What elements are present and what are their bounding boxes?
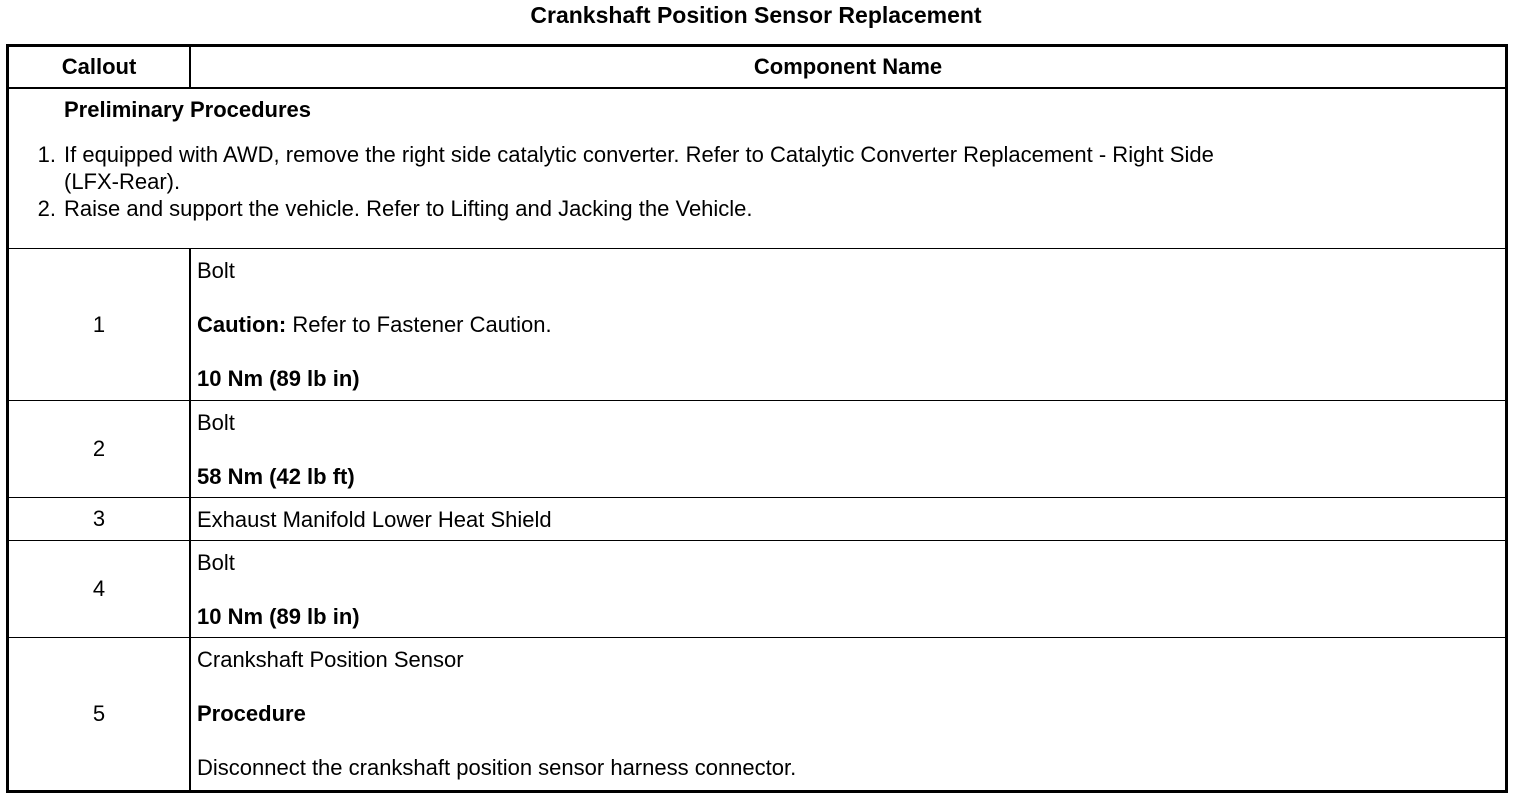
table-row bbox=[9, 497, 1505, 540]
step-number: 1. bbox=[37, 142, 56, 167]
table-row bbox=[9, 248, 1505, 400]
component-cell bbox=[191, 249, 1505, 400]
component-cell bbox=[191, 541, 1505, 637]
step-number: 2. bbox=[37, 196, 56, 221]
page-title: Crankshaft Position Sensor Replacement bbox=[530, 2, 982, 28]
caution-text: Refer to Fastener Caution. bbox=[286, 312, 552, 337]
component-name: Exhaust Manifold Lower Heat Shield bbox=[197, 507, 552, 532]
preliminary-procedures bbox=[9, 89, 1505, 248]
procedure-heading: Procedure bbox=[197, 701, 306, 726]
caution-label: Caution: bbox=[197, 312, 287, 337]
table-header-row bbox=[9, 47, 1505, 89]
table-row bbox=[9, 637, 1505, 790]
component-name: Bolt bbox=[197, 410, 235, 435]
table-row bbox=[9, 400, 1505, 497]
list-item bbox=[9, 141, 1505, 195]
header-callout: Callout bbox=[9, 47, 191, 87]
header-component-name: Component Name bbox=[753, 54, 943, 79]
list-item bbox=[9, 195, 1505, 222]
component-cell bbox=[191, 498, 1505, 540]
table-row bbox=[9, 540, 1505, 637]
callout-cell: 1 bbox=[9, 249, 191, 400]
callout-cell: 4 bbox=[9, 541, 191, 637]
torque-spec: 58 Nm (42 lb ft) bbox=[197, 464, 355, 489]
callout-cell: 2 bbox=[9, 401, 191, 497]
component-table bbox=[6, 44, 1508, 793]
component-name: Bolt bbox=[197, 258, 235, 283]
procedure-text: Disconnect the crankshaft position sensor harness connector. bbox=[197, 755, 797, 780]
component-name: Crankshaft Position Sensor bbox=[197, 647, 464, 672]
caution-note bbox=[197, 311, 1505, 338]
torque-spec: 10 Nm (89 lb in) bbox=[197, 366, 360, 391]
torque-spec: 10 Nm (89 lb in) bbox=[197, 604, 360, 629]
step-text-continued: (LFX-Rear). bbox=[64, 169, 181, 194]
callout-cell: 5 bbox=[9, 638, 191, 790]
component-cell bbox=[191, 401, 1505, 497]
preliminary-steps bbox=[9, 141, 1505, 222]
component-name: Bolt bbox=[197, 550, 235, 575]
step-text: Raise and support the vehicle. Refer to Lifting and Jacking the Vehicle. bbox=[64, 196, 753, 221]
component-cell bbox=[191, 638, 1505, 790]
step-text: If equipped with AWD, remove the right side catalytic converter. Refer to Catalytic Converter Replacement - Right Side bbox=[64, 142, 1214, 167]
preliminary-title: Preliminary Procedures bbox=[64, 97, 312, 122]
callout-cell: 3 bbox=[9, 498, 191, 540]
